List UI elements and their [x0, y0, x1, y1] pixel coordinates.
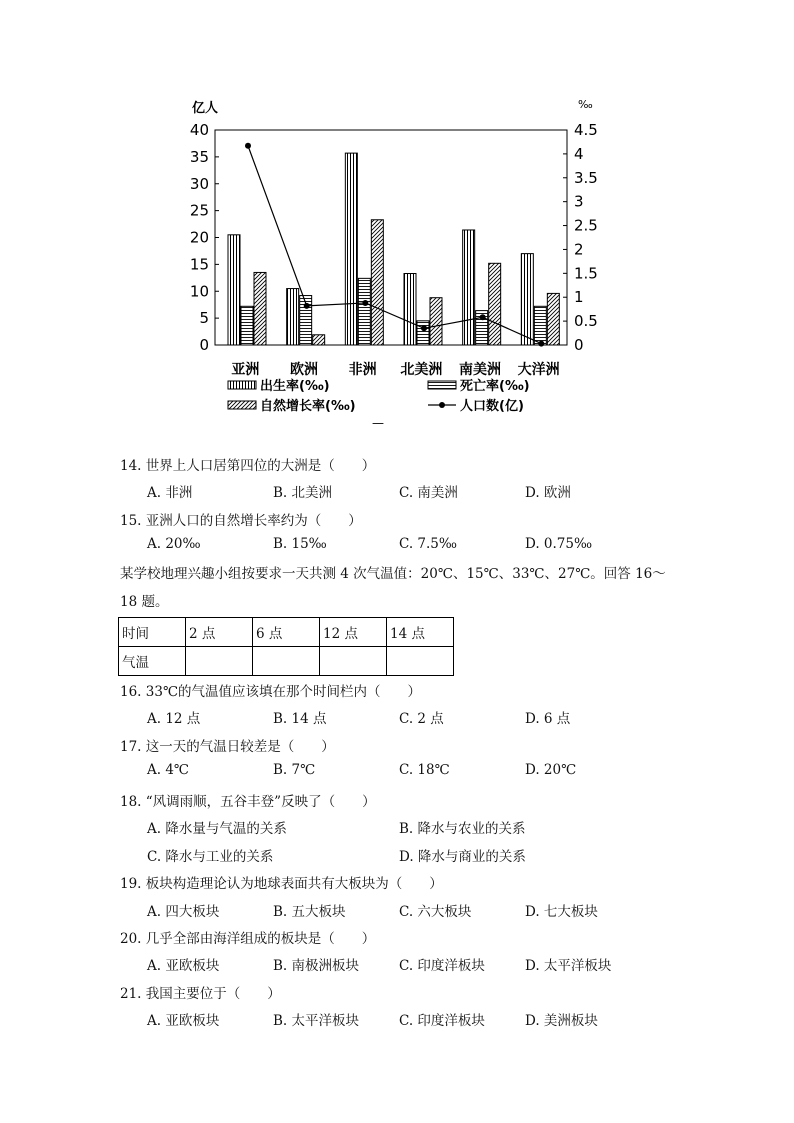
bar-series	[228, 153, 559, 345]
legend-label: 死亡率(‰)	[460, 379, 530, 394]
legend-label: 自然增长率(‰)	[260, 399, 356, 414]
question-21-option-a[interactable]: A. 亚欧板块	[147, 1013, 220, 1029]
question-17-option-a[interactable]: A. 4℃	[147, 762, 190, 778]
question-19: 19. 板块构造理论认为地球表面共有大板块为（ ）	[120, 876, 443, 892]
bar-diagonal-1	[313, 335, 325, 345]
table-row	[119, 647, 454, 676]
question-16-option-c[interactable]: C. 2 点	[399, 711, 444, 727]
question-19-option-c[interactable]: C. 六大板块	[399, 904, 472, 920]
right-tick-label: 4	[574, 144, 584, 163]
bar-diagonal-3	[430, 298, 442, 345]
bar-diagonal-2	[371, 220, 383, 345]
right-tick-label: 4.5	[574, 121, 598, 139]
legend	[228, 378, 530, 414]
question-15-option-a[interactable]: A. 20‰	[147, 536, 201, 552]
left-tick-label: 15	[189, 255, 209, 274]
question-14-option-a[interactable]: A. 非洲	[147, 485, 193, 501]
table-cell[interactable]	[387, 647, 454, 676]
question-17: 17. 这一天的气温日较差是（ ）	[120, 739, 335, 755]
right-tick-label: 1.5	[574, 264, 598, 283]
table-cell[interactable]	[186, 647, 253, 676]
question-16-option-b[interactable]: B. 14 点	[273, 711, 327, 727]
question-21-option-b[interactable]: B. 太平洋板块	[273, 1013, 360, 1029]
bar-vertical-5	[521, 254, 533, 345]
question-15-option-c[interactable]: C. 7.5‰	[399, 536, 458, 552]
right-tick-label: 3	[574, 192, 584, 211]
left-tick-label: 10	[189, 282, 209, 301]
table-cell: 12 点	[320, 618, 387, 647]
left-tick-label: 40	[189, 121, 209, 139]
category-label: 欧洲	[290, 362, 318, 378]
right-tick-label: 2.5	[574, 216, 598, 235]
question-14-option-d[interactable]: D. 欧洲	[525, 485, 571, 501]
population-point-1	[304, 303, 310, 309]
bar-vertical-2	[345, 153, 357, 345]
question-18-option-b[interactable]: B. 降水与农业的关系	[399, 821, 526, 837]
population-point-2	[362, 300, 368, 306]
intro-paragraph: 某学校地理兴趣小组按要求一天共测 4 次气温值：20℃、15℃、33℃、27℃。回答 16～18 题。	[120, 566, 666, 610]
question-14-option-b[interactable]: B. 北美洲	[273, 485, 333, 501]
bar-horizontal-3	[417, 321, 429, 345]
category-label: 大洋洲	[517, 362, 560, 378]
right-tick-label: 0.5	[574, 312, 598, 331]
question-17-option-b[interactable]: B. 7℃	[273, 762, 316, 778]
temperature-table	[118, 617, 454, 676]
right-tick-label: 3.5	[574, 168, 598, 187]
category-label: 北美洲	[400, 362, 443, 378]
population-point-5	[538, 341, 544, 347]
category-labels	[231, 361, 559, 378]
table-cell[interactable]	[320, 647, 387, 676]
population-point-3	[421, 325, 427, 331]
bar-diagonal-5	[547, 293, 559, 345]
question-15-option-b[interactable]: B. 15‰	[273, 536, 327, 552]
population-chart	[160, 90, 620, 435]
table-cell: 2 点	[186, 618, 253, 647]
legend-swatch-vertical	[228, 381, 256, 389]
question-16-option-d[interactable]: D. 6 点	[525, 711, 571, 727]
population-point-4	[480, 314, 486, 320]
question-19-option-a[interactable]: A. 四大板块	[147, 904, 220, 920]
question-18-option-c[interactable]: C. 降水与工业的关系	[147, 849, 274, 865]
left-tick-label: 35	[189, 147, 209, 166]
question-14-option-c[interactable]: C. 南美洲	[399, 485, 458, 501]
question-21-option-d[interactable]: D. 美洲板块	[525, 1013, 598, 1029]
left-tick-label: 0	[199, 336, 209, 354]
question-19-option-d[interactable]: D. 七大板块	[525, 904, 598, 920]
bar-vertical-0	[228, 235, 240, 345]
question-18-option-a[interactable]: A. 降水量与气温的关系	[147, 821, 287, 837]
legend-label: 人口数(亿)	[460, 399, 524, 414]
question-21-option-c[interactable]: C. 印度洋板块	[399, 1013, 485, 1029]
category-label: 非洲	[348, 362, 377, 378]
question-16-option-a[interactable]: A. 12 点	[147, 711, 201, 727]
bar-vertical-4	[463, 230, 475, 345]
legend-label: 出生率(‰)	[260, 379, 330, 394]
plot-frame	[215, 130, 567, 345]
question-14: 14. 世界上人口居第四位的大洲是（ ）	[120, 458, 376, 474]
stray-mark: —	[372, 416, 384, 430]
population-point-0	[245, 143, 251, 149]
category-label: 南美洲	[459, 362, 501, 378]
table-cell: 14 点	[387, 618, 454, 647]
bar-horizontal-5	[534, 306, 546, 345]
bar-diagonal-4	[489, 263, 501, 345]
category-label: 亚洲	[231, 362, 260, 378]
question-21: 21. 我国主要位于（ ）	[120, 986, 281, 1002]
right-axis-ticks	[563, 121, 598, 354]
question-18-option-d[interactable]: D. 降水与商业的关系	[399, 849, 526, 865]
table-cell[interactable]	[253, 647, 320, 676]
question-15: 15. 亚洲人口的自然增长率约为（ ）	[120, 513, 362, 529]
question-20: 20. 几乎全部由海洋组成的板块是（ ）	[120, 931, 376, 947]
bar-vertical-3	[404, 274, 416, 345]
right-tick-label: 1	[574, 288, 584, 307]
bar-diagonal-0	[254, 272, 266, 345]
table-cell: 时间	[119, 618, 186, 647]
bar-horizontal-2	[358, 278, 370, 345]
bar-horizontal-0	[241, 306, 253, 345]
question-20-option-c[interactable]: C. 印度洋板块	[399, 958, 485, 974]
question-17-option-d[interactable]: D. 20℃	[525, 762, 577, 778]
left-tick-label: 25	[189, 201, 209, 220]
table-cell: 气温	[119, 647, 186, 676]
right-tick-label: 0	[574, 336, 584, 354]
question-20-option-b[interactable]: B. 南极洲板块	[273, 958, 360, 974]
question-20-option-a[interactable]: A. 亚欧板块	[147, 958, 220, 974]
legend-swatch-horizontal	[428, 381, 456, 389]
legend-swatch-diagonal	[228, 401, 256, 409]
question-15-option-d[interactable]: D. 0.75‰	[525, 536, 593, 552]
table-cell: 6 点	[253, 618, 320, 647]
left-tick-label: 20	[189, 228, 209, 247]
left-axis-unit: 亿人	[192, 101, 219, 116]
legend-swatch-marker	[439, 402, 445, 408]
bar-vertical-1	[287, 289, 299, 345]
question-16: 16. 33℃的气温值应该填在那个时间栏内（ ）	[120, 684, 422, 700]
question-17-option-c[interactable]: C. 18℃	[399, 762, 450, 778]
question-19-option-b[interactable]: B. 五大板块	[273, 904, 346, 920]
question-18: 18. “风调雨顺，五谷丰登”反映了（ ）	[120, 794, 376, 810]
left-tick-label: 5	[199, 309, 209, 328]
left-tick-label: 30	[189, 174, 209, 193]
question-20-option-d[interactable]: D. 太平洋板块	[525, 958, 612, 974]
table-header-row	[119, 618, 454, 647]
right-tick-label: 2	[574, 240, 584, 259]
right-axis-unit: ‰	[578, 98, 593, 111]
